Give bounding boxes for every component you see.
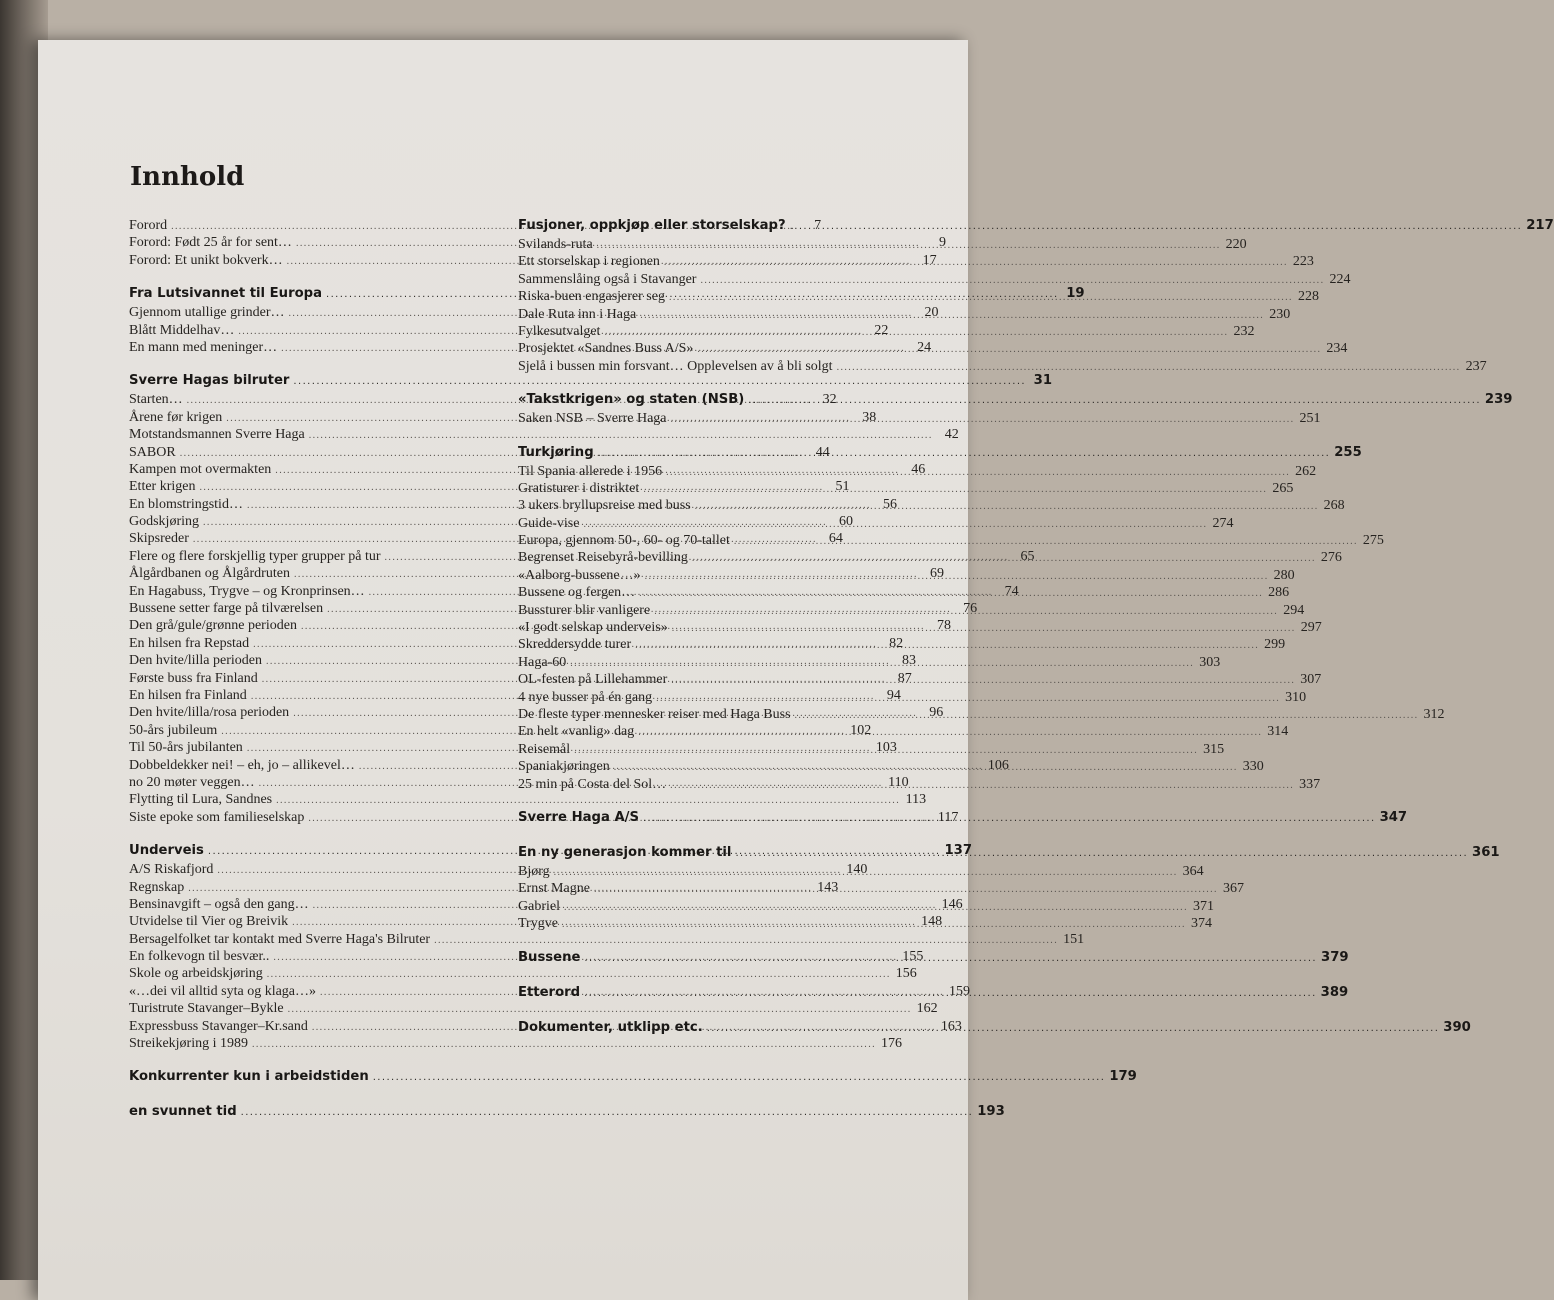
toc-leader-dots bbox=[695, 501, 1319, 512]
toc-page-number: 24 bbox=[917, 339, 932, 355]
toc-entry-title: Haga-60 bbox=[518, 654, 567, 670]
toc-page-number: 265 bbox=[1272, 480, 1294, 496]
toc-entry-title: Europa, gjennom 50-, 60- og 70-tallet bbox=[518, 533, 730, 549]
toc-page-number: 44 bbox=[815, 444, 830, 460]
page-title: Innhold bbox=[130, 162, 245, 192]
toc-page-number: 19 bbox=[1066, 286, 1085, 302]
toc-entry-title: «…dei vil alltid syta og klaga…» bbox=[129, 983, 317, 999]
toc-entry bbox=[518, 881, 1244, 898]
toc-entry bbox=[518, 724, 1289, 741]
toc-entry-title: Bussene bbox=[518, 949, 581, 965]
toc-entry-title: «Aalborg-bussene…» bbox=[518, 567, 641, 583]
toc-entry-title: Kampen mot overmakten bbox=[129, 461, 272, 477]
toc-page-number: 315 bbox=[1203, 741, 1225, 757]
toc-page-number: 17 bbox=[922, 252, 937, 268]
toc-leader-dots bbox=[671, 675, 1295, 686]
toc-entry bbox=[518, 358, 1487, 376]
toc-entry-title: Motstandsmannen Sverre Haga bbox=[129, 427, 305, 443]
toc-page-number: 312 bbox=[1423, 706, 1445, 722]
toc-entry-title: Den grå/gule/grønne perioden bbox=[129, 618, 297, 634]
toc-entry-title: Sverre Hagas bilruter bbox=[129, 373, 290, 389]
toc-entry-title: «Takstkrigen» og staten (NSB) bbox=[518, 392, 745, 408]
toc-leader-dots bbox=[707, 1023, 1440, 1034]
toc-page-number: 262 bbox=[1295, 463, 1317, 479]
toc-page-number: 96 bbox=[929, 705, 944, 721]
toc-entry-title: Streikekjøring i 1989 bbox=[129, 1036, 248, 1052]
toc-entry-title: Bussene og fergen… bbox=[518, 585, 636, 601]
toc-entry-title: En Hagabuss, Trygve – og Kronprinsen… bbox=[129, 583, 365, 599]
toc-page-number: 137 bbox=[944, 843, 973, 859]
toc-page-number: 364 bbox=[1182, 863, 1204, 879]
toc-leader-dots bbox=[697, 344, 1321, 355]
toc-page-number: 274 bbox=[1212, 515, 1234, 531]
toc-leader-dots bbox=[597, 240, 1221, 251]
toc-entry-title: 25 min på Costa del Sol… bbox=[518, 776, 667, 792]
toc-section-heading bbox=[129, 373, 1053, 392]
toc-page-number: 60 bbox=[839, 514, 853, 530]
toc-entry-title: Forord bbox=[129, 218, 168, 233]
toc-leader-dots bbox=[735, 848, 1468, 859]
toc-page-number: 148 bbox=[921, 914, 943, 930]
toc-page-number: 38 bbox=[862, 409, 877, 425]
toc-entry-title: OL-festen på Lillehammer bbox=[518, 672, 668, 688]
toc-entry-title: En folkevogn til besvær.. bbox=[129, 949, 270, 965]
toc-page-number: 117 bbox=[937, 809, 959, 825]
toc-page-number: 110 bbox=[888, 774, 909, 790]
toc-leader-dots bbox=[584, 953, 1317, 964]
toc-leader-dots bbox=[790, 221, 1523, 232]
toc-page-number: 286 bbox=[1268, 585, 1290, 601]
toc-page-number: 179 bbox=[1109, 1069, 1137, 1085]
toc-entry-title: 3 ukers bryllupsreise med buss bbox=[518, 498, 691, 514]
toc-page-number: 9 bbox=[938, 235, 946, 251]
toc-page-number: 390 bbox=[1443, 1019, 1471, 1035]
toc-entry bbox=[518, 480, 1294, 498]
toc-page-number: 361 bbox=[1472, 844, 1500, 860]
toc-page-number: 310 bbox=[1285, 689, 1307, 705]
toc-leader-dots bbox=[654, 606, 1278, 617]
toc-page-number: 232 bbox=[1233, 323, 1255, 339]
toc-entry-title: Årene før krigen bbox=[129, 409, 223, 425]
toc-entry-title: SABOR bbox=[129, 444, 176, 460]
toc-page-number: 176 bbox=[881, 1036, 902, 1052]
toc-section-heading bbox=[129, 1104, 1005, 1123]
toc-entry-title: Bersagelfolket tar kontakt med Sverre Haga's Bilruter bbox=[129, 931, 431, 947]
toc-entry-title: Riska-buen engasjerer seg bbox=[518, 289, 665, 305]
toc-leader-dots bbox=[640, 310, 1264, 321]
toc-entry-title: Første buss fra Finland bbox=[129, 670, 258, 686]
toc-leader-dots bbox=[671, 414, 1295, 425]
toc-page-number: 78 bbox=[936, 618, 951, 634]
toc-page-number: 230 bbox=[1269, 306, 1291, 322]
toc-page-number: 31 bbox=[1033, 373, 1053, 389]
toc-entry-title: Bussene setter farge på tilværelsen bbox=[129, 601, 324, 617]
toc-leader-dots bbox=[635, 640, 1259, 651]
toc-leader-dots bbox=[252, 1039, 876, 1050]
toc-page-number: 297 bbox=[1300, 620, 1322, 636]
toc-page-number: 193 bbox=[977, 1104, 1005, 1120]
toc-page-number: 275 bbox=[1362, 533, 1384, 549]
toc-entry-title: Dobbeldekker nei! – eh, jo – allikevel… bbox=[129, 757, 355, 773]
toc-entry-title: Dokumenter, utklipp etc. bbox=[518, 1019, 703, 1035]
toc-page-number: 276 bbox=[1320, 550, 1342, 566]
toc-leader-dots bbox=[584, 988, 1317, 999]
toc-page-number: 103 bbox=[875, 740, 897, 756]
toc-page-number: 46 bbox=[911, 461, 926, 477]
toc-leader-dots bbox=[670, 780, 1294, 791]
toc-page-number: 65 bbox=[1020, 548, 1035, 564]
toc-entry-title: En ny generasjon kommer til bbox=[518, 844, 732, 860]
toc-entry-title: Prosjektet «Sandnes Buss A/S» bbox=[518, 341, 694, 357]
toc-page-number: 234 bbox=[1326, 341, 1348, 357]
toc-entry-title: Dale Ruta inn i Haga bbox=[518, 306, 637, 322]
toc-page-number: 76 bbox=[963, 601, 978, 617]
toc-entry-title: Godskjøring bbox=[129, 514, 199, 530]
toc-section-heading bbox=[518, 218, 1554, 237]
toc-leader-dots bbox=[574, 745, 1198, 756]
toc-leader-dots bbox=[570, 658, 1194, 669]
toc-page-number: 223 bbox=[1292, 254, 1314, 270]
toc-page-number: 102 bbox=[850, 722, 872, 738]
toc-leader-dots bbox=[795, 710, 1419, 721]
toc-page-number: 371 bbox=[1192, 898, 1214, 914]
toc-page-number: 280 bbox=[1273, 567, 1295, 583]
toc-leader-dots bbox=[594, 884, 1218, 895]
toc-leader-dots bbox=[672, 623, 1296, 634]
toc-page-number: 143 bbox=[817, 879, 839, 895]
toc-entry-title: Reisemål bbox=[518, 741, 571, 757]
toc-entry bbox=[129, 792, 927, 809]
toc-entry-title: Ernst Magne bbox=[518, 881, 590, 897]
toc-page-number: 330 bbox=[1242, 759, 1264, 775]
toc-leader-dots bbox=[669, 292, 1293, 303]
toc-page-number: 140 bbox=[846, 862, 868, 878]
toc-entry bbox=[129, 966, 917, 983]
toc-leader-dots bbox=[583, 519, 1207, 530]
toc-entry-title: Sverre Haga A/S bbox=[518, 809, 639, 825]
toc-leader-dots bbox=[598, 448, 1331, 459]
toc-page-number: 163 bbox=[940, 1018, 962, 1034]
toc-entry bbox=[518, 237, 1247, 254]
toc-entry-title: Etter krigen bbox=[129, 479, 196, 495]
toc-page-number: 155 bbox=[902, 949, 924, 965]
toc-leader-dots bbox=[241, 1107, 974, 1118]
toc-leader-dots bbox=[373, 1072, 1106, 1083]
toc-entry-title: en svunnet tid bbox=[129, 1104, 237, 1120]
toc-entry-title: Spaniakjøringen bbox=[518, 759, 610, 775]
toc-entry-title: Siste epoke som familieselskap bbox=[129, 809, 305, 825]
toc-page-number: 69 bbox=[929, 566, 944, 582]
toc-entry-title: Saken NSB – Sverre Haga bbox=[518, 411, 667, 427]
toc-entry bbox=[518, 533, 1384, 550]
toc-entry-title: En mann med meninger… bbox=[129, 339, 278, 355]
toc-entry-title: Expressbuss Stavanger–Kr.sand bbox=[129, 1018, 308, 1034]
toc-entry-title: Fra Lutsivannet til Europa bbox=[129, 286, 322, 302]
toc-page-number: 268 bbox=[1323, 498, 1345, 514]
toc-entry-title: Forord: Et unikt bokverk… bbox=[129, 252, 283, 268]
toc-entry-title: Bjørg bbox=[518, 863, 550, 879]
toc-page-number: 106 bbox=[987, 757, 1009, 773]
toc-entry-title: Skole og arbeidskjøring bbox=[129, 966, 263, 982]
toc-entry bbox=[129, 931, 1085, 949]
toc-page-number: 32 bbox=[822, 392, 837, 408]
toc-entry-title: Konkurrenter kun i arbeidstiden bbox=[129, 1069, 369, 1085]
toc-page-number: 42 bbox=[944, 427, 959, 443]
toc-entry-title: En hilsen fra Repstad bbox=[129, 635, 250, 651]
toc-entry bbox=[129, 1001, 938, 1018]
toc-page-number: 220 bbox=[1225, 237, 1247, 252]
toc-leader-dots bbox=[604, 327, 1228, 338]
toc-entry-title: Til Spania allerede i 1956 bbox=[518, 463, 663, 479]
toc-page-number: 374 bbox=[1190, 916, 1212, 932]
toc-entry-title: Gjennom utallige grinder… bbox=[129, 305, 285, 321]
toc-entry-title: Flytting til Lura, Sandnes bbox=[129, 792, 273, 808]
toc-page-number: 64 bbox=[828, 531, 843, 547]
toc-leader-dots bbox=[562, 919, 1186, 930]
toc-entry-title: Trygve bbox=[518, 916, 558, 932]
toc-section-heading bbox=[518, 444, 1362, 464]
toc-entry-title: Skreddersydde turer bbox=[518, 637, 632, 653]
toc-page-number: 224 bbox=[1329, 271, 1351, 287]
toc-entry-title: Starten… bbox=[129, 392, 183, 408]
toc-page-number: 83 bbox=[901, 653, 916, 669]
toc-page-number: 303 bbox=[1199, 654, 1221, 670]
toc-entry-title: Til 50-års jubilanten bbox=[129, 740, 243, 756]
toc-entry-title: De fleste typer mennesker reiser med Haga Buss bbox=[518, 706, 791, 722]
toc-entry-title: Skipsreder bbox=[129, 531, 189, 547]
toc-entry bbox=[129, 1036, 902, 1053]
toc-entry-title: Sjelå i bussen min forsvant… Opplevelsen av å bli solgt bbox=[518, 358, 833, 374]
toc-page-number: 299 bbox=[1264, 637, 1286, 653]
toc-entry-title: 50-års jubileum bbox=[129, 722, 218, 738]
toc-entry-title: «I godt selskap underveis» bbox=[518, 620, 668, 636]
toc-entry bbox=[129, 427, 959, 444]
toc-leader-dots bbox=[700, 275, 1324, 286]
toc-section-heading bbox=[129, 1069, 1137, 1088]
toc-section-heading bbox=[518, 392, 1513, 411]
toc-page-number: 87 bbox=[897, 670, 912, 686]
toc-page-number: 307 bbox=[1300, 672, 1322, 688]
toc-page-number: 228 bbox=[1297, 289, 1319, 305]
toc-entry-title: En hilsen fra Finland bbox=[129, 687, 247, 703]
toc-page-number: 367 bbox=[1222, 881, 1244, 897]
toc-page-number: 56 bbox=[882, 496, 897, 512]
toc-entry-title: Den hvite/lilla/rosa perioden bbox=[129, 705, 290, 721]
toc-leader-dots bbox=[564, 902, 1188, 913]
toc-page-number: 337 bbox=[1299, 776, 1321, 792]
toc-entry-title: Fusjoner, oppkjøp eller storselskap? bbox=[518, 218, 786, 233]
toc-page-number: 51 bbox=[835, 479, 850, 495]
toc-page-number: 94 bbox=[886, 687, 901, 703]
toc-page-number: 379 bbox=[1321, 949, 1349, 965]
toc-entry-title: Svilands-ruta bbox=[518, 237, 593, 252]
toc-page-number: 237 bbox=[1465, 358, 1487, 374]
toc-leader-dots bbox=[692, 553, 1316, 564]
toc-leader-dots bbox=[554, 867, 1178, 878]
toc-page-number: 251 bbox=[1299, 411, 1321, 427]
toc-entry-title: no 20 møter veggen… bbox=[129, 774, 255, 790]
toc-page-number: 389 bbox=[1320, 984, 1349, 1000]
toc-entry-title: Bensinavgift – også den gang… bbox=[129, 896, 309, 912]
toc-entry-title: Gratisturer i distriktet bbox=[518, 480, 640, 496]
toc-entry-title: Underveis bbox=[129, 843, 204, 859]
toc-entry-title: En blomstringstid… bbox=[129, 496, 243, 512]
toc-leader-dots bbox=[614, 762, 1238, 773]
toc-page-number: 7 bbox=[814, 218, 822, 233]
toc-leader-dots bbox=[638, 727, 1262, 738]
toc-page-number: 20 bbox=[924, 305, 939, 321]
toc-page-number: 113 bbox=[905, 792, 927, 808]
toc-entry bbox=[518, 863, 1204, 881]
toc-leader-dots bbox=[748, 395, 1481, 406]
toc-entry-title: Turistrute Stavanger–Bykle bbox=[129, 1001, 284, 1017]
toc-entry-title: Turkjøring bbox=[518, 444, 594, 460]
toc-page-number: 347 bbox=[1379, 809, 1408, 825]
toc-entry-title: Etterord bbox=[518, 984, 581, 1000]
toc-leader-dots bbox=[656, 693, 1280, 704]
toc-leader-dots bbox=[643, 813, 1376, 824]
toc-page-number: 217 bbox=[1526, 218, 1554, 233]
toc-page-number: 146 bbox=[941, 896, 963, 912]
toc-entry-title: Begrenset Reisebyrå-bevilling bbox=[518, 550, 688, 566]
toc-leader-dots bbox=[645, 571, 1269, 582]
toc-leader-dots bbox=[639, 588, 1263, 599]
toc-page-number: 255 bbox=[1334, 444, 1362, 460]
toc-entry-title: En helt «vanlig» dag bbox=[518, 724, 635, 740]
toc-entry-title: A/S Riskafjord bbox=[129, 862, 214, 878]
toc-entry-title: Ett storselskap i regionen bbox=[518, 254, 660, 270]
toc-page-number: 156 bbox=[895, 966, 917, 982]
toc-entry-title: Bussturer blir vanligere bbox=[518, 602, 651, 618]
toc-page-number: 239 bbox=[1484, 392, 1513, 408]
toc-page-number: 294 bbox=[1283, 602, 1305, 618]
toc-entry-title: Utvidelse til Vier og Breivik bbox=[129, 914, 289, 930]
toc-page-number: 74 bbox=[1004, 583, 1019, 599]
toc-entry-title: Blått Middelhav… bbox=[129, 322, 235, 338]
toc-page-number: 314 bbox=[1267, 724, 1289, 740]
toc-entry-title: 4 nye busser på én gang bbox=[518, 689, 653, 705]
toc-entry-title: Guide-vise bbox=[518, 515, 580, 531]
toc-entry bbox=[518, 515, 1234, 533]
toc-leader-dots bbox=[664, 257, 1288, 268]
toc-leader-dots bbox=[643, 484, 1267, 495]
toc-entry-title: Flere og flere forskjellig typer grupper på tur bbox=[129, 548, 381, 564]
toc-entry-title: Regnskap bbox=[129, 879, 185, 895]
toc-leader-dots bbox=[734, 536, 1358, 547]
toc-entry-title: Fylkesutvalget bbox=[518, 323, 601, 339]
toc-entry-title: Sammenslåing også i Stavanger bbox=[518, 271, 697, 287]
toc-page-number: 151 bbox=[1063, 931, 1085, 947]
toc-entry bbox=[518, 271, 1351, 289]
toc-page-number: 162 bbox=[916, 1001, 938, 1017]
toc-entry-title: Den hvite/lilla perioden bbox=[129, 653, 262, 669]
toc-entry-title: Forord: Født 25 år for sent… bbox=[129, 235, 292, 251]
toc-leader-dots bbox=[666, 467, 1290, 478]
toc-page-number: 159 bbox=[949, 983, 971, 999]
toc-page-number: 22 bbox=[874, 322, 889, 338]
toc-entry-title: Gabriel bbox=[518, 898, 560, 914]
toc-leader-dots bbox=[837, 362, 1461, 373]
toc-entry-title: Ålgårdbanen og Ålgårdruten bbox=[129, 566, 290, 582]
toc-page-number: 82 bbox=[889, 635, 904, 651]
